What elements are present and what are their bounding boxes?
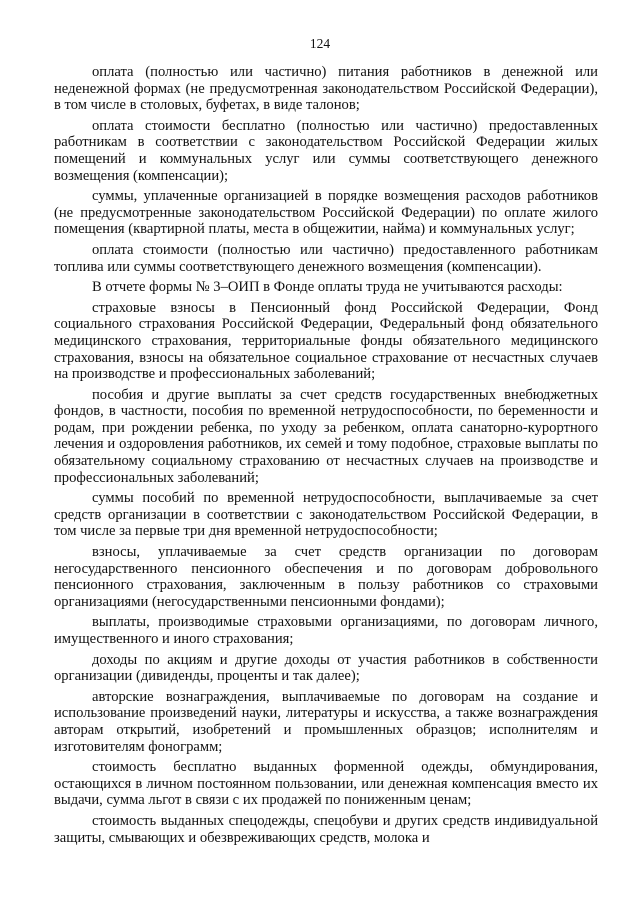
paragraph-housing-reimbursement: суммы, уплаченные организацией в порядке возмещения расходов работников (не предусмотренные законодательством Российской Федерации) по оплате жилого помещения (квартирной платы, места в общежитии, найма) и коммунальных услуг; [54,188,598,238]
paragraph-protective-equipment: стоимость выданных спецодежды, спецобуви и других средств индивидуальной защиты, смывающих и обезвреживающих средств, молока и [54,812,598,846]
paragraph-state-fund-benefits: пособия и другие выплаты за счет средств государственных внебюджетных фондов, в частности, пособия по временной нетрудоспособности, по беременности и родам, при рождении ребенка, по уходу за ребенком, оплата санаторно-курортного лечения и оздоровления работников, их семей и тому подобное, страховые выплаты по обязательному социальному страхованию от несчастных случаев на производстве и профессиональных заболеваний; [54,386,598,486]
paragraph-housing-cost: оплата стоимости бесплатно (полностью или частично) предоставленных работникам в соответствии с законодательством Российской Федерации жилых помещений и коммунальных услуг или суммы соответствующего денежного возмещения (компенсации); [54,117,598,184]
paragraph-insurance-payments: выплаты, производимые страховыми организациями, по договорам личного, имущественного и иного страхования; [54,614,598,647]
paragraph-meal-payment: оплата (полностью или частично) питания работников в денежной или неденежной формах (не предусмотренная законодательством Российской Федерации), в том числе в столовых, буфетах, в виде талонов; [54,64,598,114]
paragraph-author-fees: авторские вознаграждения, выплачиваемые по договорам на создание и использование произведений науки, литературы и искусства, а также вознаграждения авторам открытий, изобретений и промышленных образцов; исполнителям и изготовителям фонограмм; [54,688,598,755]
paragraph-fuel-cost: оплата стоимости (полностью или частично) предоставленного работникам топлива или суммы соответствующего денежного возмещения (компенсации). [54,241,598,275]
paragraph-share-income: доходы по акциям и другие доходы от участия работников в собственности организации (дивиденды, проценты и так далее); [54,651,598,685]
paragraph-uniform-cost: стоимость бесплатно выданных форменной одежды, обмундирования, остающихся в личном постоянном пользовании, или денежная компенсация вместо их выдачи, сумма льгот в связи с их продажей по пониженным ценам; [54,759,598,809]
paragraph-excluded-expenses-intro: В отчете формы № 3–ОИП в Фонде оплаты труда не учитываются расходы: [92,279,563,296]
paragraph-sick-leave-benefits: суммы пособий по временной нетрудоспособности, выплачиваемые за счет средств организации в соответствии с законодательством Российской Федерации, в том числе за первые три дня временной нетрудоспособности; [54,490,598,540]
document-body [54,64,598,846]
paragraph-pension-contributions: взносы, уплачиваемые за счет средств организации по договорам негосударственного пенсионного обеспечения и по договорам добровольного пенсионного страхования, заключенным в пользу работников со страховыми организациями (негосударственными пенсионными фондами); [54,544,598,610]
paragraph-insurance-contributions: страховые взносы в Пенсионный фонд Российской Федерации, Фонд социального страхования Российской Федерации, Федеральный фонд обязательного медицинского страхования, территориальные фонды обязательного медицинского страхования, взносы на обязательное социальное страхование от несчастных случаев на производстве и профессиональных заболеваний; [54,299,598,383]
page-number: 124 [309,36,331,51]
